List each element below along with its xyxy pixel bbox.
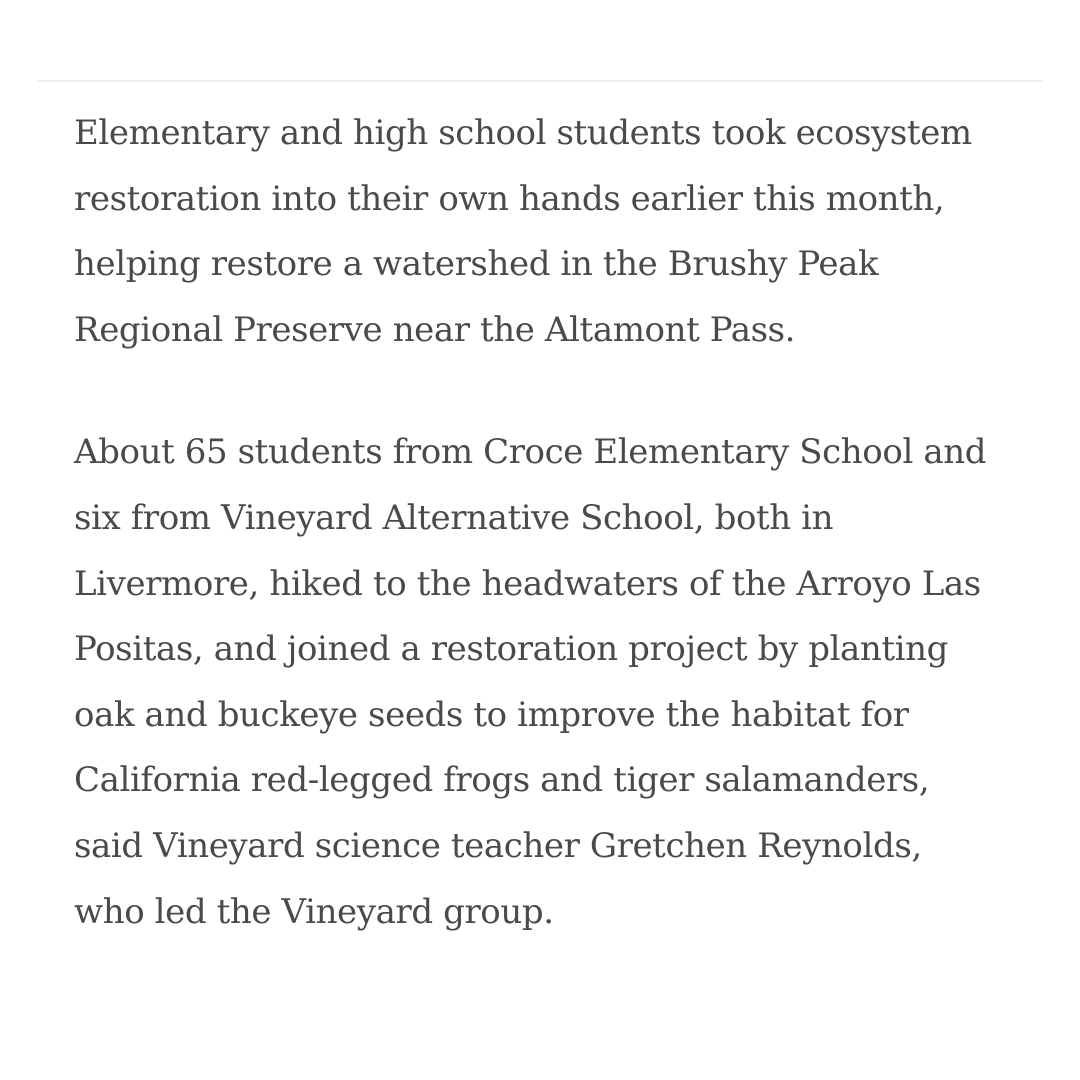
- text-line: Elementary and high school students took ecosystem: [74, 113, 972, 153]
- top-divider: [37, 80, 1043, 82]
- text-line: restoration into their own hands earlier this month,: [74, 178, 945, 219]
- text-line: six from Vineyard Alternative School, both in: [74, 497, 834, 538]
- text-line: who led the Vineyard group.: [74, 891, 554, 932]
- text-line: helping restore a watershed in the Brushy Peak: [74, 244, 879, 285]
- text-line: Regional Preserve near the Altamont Pass.: [74, 309, 796, 350]
- paragraph-1: [74, 101, 1034, 363]
- article-body: [74, 101, 1034, 1002]
- text-line: Livermore, hiked to the headwaters of the Arroyo Las: [74, 563, 981, 604]
- text-line: About 65 students from Croce Elementary School and: [74, 432, 987, 473]
- text-line: said Vineyard science teacher Gretchen Reynolds,: [74, 825, 922, 866]
- paragraph-2: [74, 420, 1034, 945]
- text-line: Positas, and joined a restoration project by planting: [74, 629, 949, 670]
- text-line: California red-legged frogs and tiger salamanders,: [74, 760, 930, 801]
- text-line: oak and buckeye seeds to improve the habitat for: [74, 694, 909, 735]
